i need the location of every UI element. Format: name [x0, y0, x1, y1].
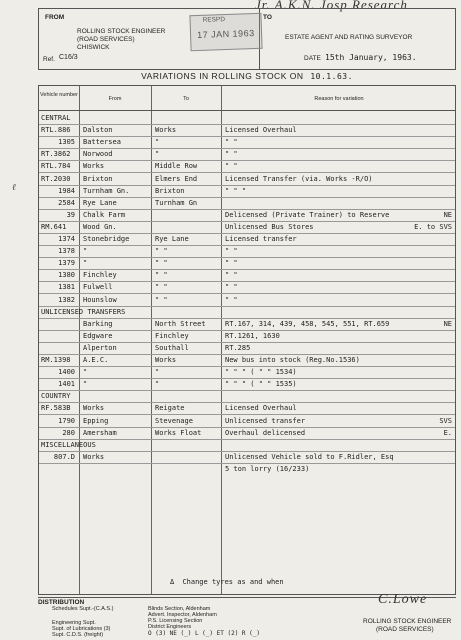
cell-reason: " ": [225, 162, 238, 171]
cell-reason: " ": [225, 271, 238, 280]
cell-to: " ": [155, 295, 168, 304]
cell-reason: " ": [225, 295, 238, 304]
dist-col1-3: Engineering Supt.: [52, 620, 96, 626]
margin-mark: ℓ: [12, 183, 16, 193]
cell-remark: NE: [443, 319, 452, 328]
cell-reason: Licensed Transfer (via. Works -R/O): [225, 174, 373, 183]
cell-from: Works: [83, 162, 105, 171]
sign-line-1: ROLLING STOCK ENGINEER: [363, 618, 452, 625]
cell-from: Brixton: [83, 174, 113, 183]
cell-from: Works: [83, 404, 105, 413]
cell-vehicle: 1381: [58, 283, 75, 292]
table-row: [39, 124, 455, 137]
cell-from: Alperton: [83, 343, 117, 352]
table-row: [39, 439, 455, 452]
table-header: [39, 86, 455, 111]
cell-from: Epping: [83, 416, 109, 425]
cell-from: Amersham: [83, 428, 117, 437]
table-row: [39, 257, 455, 270]
from-line-2: (ROAD SERVICES): [77, 36, 135, 43]
from-line-3: CHISWICK: [77, 44, 110, 51]
cell-to: " ": [155, 271, 168, 280]
cell-from: Finchley: [83, 271, 117, 280]
cell-reason: Licensed transfer: [225, 235, 297, 243]
cell-vehicle: 1984: [58, 186, 75, 195]
cell-reason: RT.1261, 1630: [225, 331, 280, 340]
table-row: [39, 427, 455, 440]
table-row: [39, 112, 455, 125]
cell-from: Wood Gn.: [83, 222, 117, 231]
cell-reason: Unlicensed transfer: [225, 416, 306, 425]
cell-reason: " ": [225, 138, 238, 147]
cell-to: Rye Lane: [155, 235, 189, 243]
cell-vehicle: 1374: [58, 235, 75, 243]
cell-from: Dalston: [83, 126, 113, 135]
header-to: To: [183, 96, 189, 102]
table-row: [39, 173, 455, 186]
cell-reason: " " " ( " " 1535): [225, 380, 297, 389]
to-label: TO: [263, 14, 272, 21]
cell-vehicle: 39: [66, 210, 75, 219]
dist-col2-3: P.S. Licensing Section: [148, 618, 203, 624]
cell-reason: Licensed Overhaul: [225, 404, 297, 413]
cell-vehicle: 1378: [58, 247, 75, 256]
date-value: 15th January, 1963.: [325, 53, 417, 62]
cell-from: Stonebridge: [83, 235, 130, 243]
cell-from: Norwood: [83, 150, 113, 159]
table-row: [39, 378, 455, 391]
cell-reason: RT.167, 314, 439, 458, 545, 551, RT.659: [225, 319, 390, 328]
cell-remark: E. to SVS: [414, 222, 452, 231]
cell-reason: Delicensed (Private Trainer) to Reserve: [225, 210, 390, 219]
cell-vehicle: 807.D: [53, 452, 75, 461]
cell-reason: " " ": [225, 186, 247, 195]
cell-from: Fulwell: [83, 283, 113, 292]
cell-to: ": [155, 150, 160, 159]
table-row: [39, 245, 455, 258]
cell-reason: Licensed Overhaul: [225, 126, 297, 135]
cell-reason: RT.285: [225, 343, 251, 352]
cell-vehicle: 1380: [58, 271, 75, 280]
variations-table: [38, 85, 456, 595]
dist-col1-5: Supt. C.D.S. (freight): [52, 632, 104, 638]
cell-vehicle: RM.1398: [41, 356, 71, 364]
cell-to: Middle Row: [155, 162, 198, 171]
cell-vehicle: RM.641: [41, 222, 67, 231]
cell-from: Chalk Farm: [83, 210, 126, 219]
footnote: [170, 578, 284, 586]
date-label: DATE: [304, 55, 321, 62]
cell-to: " ": [155, 247, 168, 256]
cell-from: Hounslow: [83, 295, 117, 304]
cell-reason: New bus into stock (Reg.No.1536): [225, 356, 360, 364]
table-row: [39, 281, 455, 294]
dist-col1-1: Schedules Supt.-(C.A.S.): [52, 606, 114, 612]
table-row: [39, 209, 455, 222]
footer: [38, 592, 456, 638]
table-row: [39, 269, 455, 282]
cell-to: ": [155, 138, 160, 147]
stamp-date: 17 JAN 1963: [196, 28, 255, 41]
cell-vehicle: RT.3862: [41, 150, 71, 159]
table-row: [39, 221, 455, 234]
dist-col2-2: Advert. Inspector, Aldenham: [148, 612, 217, 618]
cell-to: Finchley: [155, 331, 189, 340]
header-vehicle: Vehicle number: [40, 92, 78, 98]
cell-reason: " ": [225, 247, 238, 256]
cell-reason: " ": [225, 283, 238, 292]
table-row: [39, 233, 455, 246]
cell-vehicle: RT.2030: [41, 174, 71, 183]
handwritten-note: Jr. A.K.N. Josp Research: [255, 0, 408, 12]
distribution-label: DISTRIBUTION: [38, 599, 85, 606]
footnote-text: Change tyres as and when: [182, 578, 284, 586]
dist-col2-1: Blinds Section, Aldenham: [148, 606, 211, 612]
cell-to: Works: [155, 356, 177, 364]
cell-vehicle: 1305: [58, 138, 75, 147]
cell-from: Rye Lane: [83, 198, 117, 207]
cell-to: " ": [155, 259, 168, 268]
cell-vehicle: COUNTRY: [41, 392, 71, 401]
cell-to: Reigate: [155, 404, 185, 413]
dist-col2-5: O (3) NE (_) L (_) ET (2) R (_): [148, 630, 260, 637]
cell-vehicle: CENTRAL: [41, 114, 71, 122]
table-row: [39, 390, 455, 403]
cell-reason: Overhaul delicensed: [225, 428, 306, 437]
cell-to: Stevenage: [155, 416, 193, 425]
table-row: [39, 330, 455, 343]
from-label: FROM: [45, 14, 65, 21]
table-row: [39, 318, 455, 331]
cell-reason: Unlicensed Bus Stores: [225, 222, 314, 231]
dist-col2-4: District Engineers: [148, 624, 192, 630]
cell-from: A.E.C.: [83, 356, 109, 364]
cell-vehicle: RTL.886: [41, 126, 71, 135]
table-row: [39, 197, 455, 210]
ref-value: C16/3: [59, 54, 78, 61]
cell-remark: NE: [443, 210, 452, 219]
table-row: [39, 451, 455, 464]
cell-vehicle: 1790: [58, 416, 75, 425]
cell-to: " ": [155, 283, 168, 292]
header-reason: Reason for variation: [314, 96, 364, 102]
cell-vehicle: 1379: [58, 259, 75, 268]
from-line-1: ROLLING STOCK ENGINEER: [77, 28, 166, 35]
stamp-top: RESPD: [202, 16, 226, 24]
table-row: [39, 185, 455, 198]
cell-vehicle: 1400: [58, 368, 75, 377]
cell-vehicle: RTL.784: [41, 162, 71, 171]
ref-label: Ref.: [43, 56, 55, 63]
cell-vehicle: 280: [62, 428, 75, 437]
cell-to: Turnham Gn: [155, 198, 198, 207]
signature: C.Lowe: [378, 592, 428, 607]
cell-from: ": [83, 259, 88, 268]
cell-remark: E.: [443, 428, 452, 437]
to-value: ESTATE AGENT AND RATING SURVEYOR: [285, 34, 413, 41]
cell-reason: " ": [225, 259, 238, 268]
cell-from: ": [83, 380, 88, 389]
page-title: [38, 71, 456, 81]
cell-reason: 5 ton lorry (16/233): [225, 464, 310, 473]
cell-to: North Street: [155, 319, 206, 328]
title-text: VARIATIONS IN ROLLING STOCK ON: [141, 71, 304, 81]
table-row: [39, 415, 455, 428]
cell-to: ": [155, 368, 160, 377]
cell-remark: SVS: [439, 416, 452, 425]
table-row: [39, 160, 455, 173]
table-row: [39, 294, 455, 307]
cell-vehicle: MISCELLANEOUS: [41, 440, 96, 449]
cell-reason: Unlicensed Vehicle sold to F.Ridler, Esq: [225, 452, 394, 461]
table-row: [39, 342, 455, 355]
received-stamp: [189, 13, 262, 51]
sign-line-2: (ROAD SERVICES): [376, 626, 434, 633]
cell-vehicle: 1401: [58, 380, 75, 389]
cell-from: ": [83, 368, 88, 377]
table-row: [39, 148, 455, 161]
table-row: [39, 366, 455, 379]
cell-vehicle: RF.583B: [41, 404, 71, 413]
table-row: [39, 306, 455, 319]
cell-to: Works: [155, 126, 177, 135]
cell-from: Edgware: [83, 331, 113, 340]
cell-to: Elmers End: [155, 174, 198, 183]
title-date: 10.1.63.: [310, 72, 353, 81]
cell-to: Works Float: [155, 428, 202, 437]
cell-vehicle: 2584: [58, 198, 75, 207]
cell-vehicle: UNLICENSED TRANSFERS: [41, 307, 126, 316]
table-row: [39, 136, 455, 149]
footnote-marker: Δ: [170, 578, 175, 586]
cell-from: Turnham Gn.: [83, 186, 130, 195]
cell-vehicle: 1382: [58, 295, 75, 304]
header-from: From: [108, 96, 122, 102]
cell-to: ": [155, 380, 160, 389]
dist-col1-4: Supt. of Lubrications (3): [52, 626, 111, 632]
cell-from: Works: [83, 452, 105, 461]
cell-reason: " ": [225, 150, 238, 159]
table-row: [39, 354, 455, 367]
cell-to: Brixton: [155, 186, 185, 195]
cell-reason: " " " ( " " 1534): [225, 368, 297, 377]
cell-from: Barking: [83, 319, 113, 328]
cell-from: Battersea: [83, 138, 121, 147]
cell-from: ": [83, 247, 88, 256]
cell-to: Southall: [155, 343, 189, 352]
table-row: [39, 402, 455, 415]
table-row: [39, 463, 455, 475]
